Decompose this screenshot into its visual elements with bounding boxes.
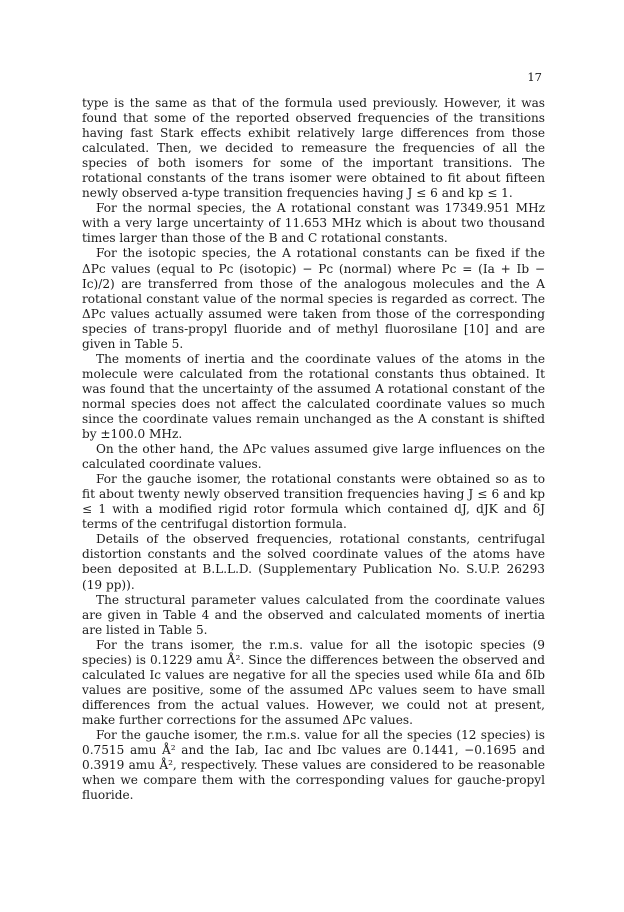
paragraph: Details of the observed frequencies, rotational constants, centrifugal distortion constants and the solved coordinate values of the atoms have been deposited at B.L.L.D. (Supplementary Publication No. S.U.P. 26293 (19 pp)).	[82, 532, 545, 592]
paragraph: For the gauche isomer, the r.m.s. value for all the species (12 species) is 0.7515 amu Å² and the Iab, Iac and Ibc values are 0.1441, −0.1695 and 0.3919 amu Å², respectively. These values are considered to be reasonable when we compare them with the corresponding values for gauche-propyl fluoride.	[82, 727, 545, 803]
paragraph: The moments of inertia and the coordinate values of the atoms in the molecule were calculated from the rotational constants thus obtained. It was found that the uncertainty of the assumed A rotational constant of the normal species does not affect the calculated coordinate values so much since the coordinate values remain unchanged as the A constant is shifted by ±100.0 MHz.	[82, 351, 545, 442]
paragraph: For the normal species, the A rotational constant was 17349.951 MHz with a very large uncertainty of 11.653 MHz which is about two thousand times larger than those of the B and C rotational constants.	[82, 201, 545, 246]
paragraph: On the other hand, the ΔPc values assumed give large influences on the calculated coordinate values.	[82, 442, 545, 472]
body-text	[82, 96, 545, 803]
paragraph: The structural parameter values calculated from the coordinate values are given in Table 4 and the observed and calculated moments of inertia are listed in Table 5.	[82, 592, 545, 637]
paragraph: For the isotopic species, the A rotational constants can be fixed if the ΔPc values (equal to Pc (isotopic) − Pc (normal) where Pc = (Ia + Ib − Ic)/2) are transferred from those of the analogous molecules and the A rotational constant value of the normal species is regarded as correct. The ΔPc values actually assumed were taken from those of the corresponding species of trans-propyl fluoride and of methyl fluorosilane [10] and are given in Table 5.	[82, 246, 545, 351]
paragraph: type is the same as that of the formula used previously. However, it was found that some of the reported observed frequencies of the transitions having fast Stark effects exhibit relatively large differences from those calculated. Then, we decided to remeasure the frequencies of all the species of both isomers for some of the important transitions. The rotational constants of the trans isomer were obtained to fit about fifteen newly observed a-type transition frequencies having J ≤ 6 and kp ≤ 1.	[82, 96, 545, 201]
paragraph: For the trans isomer, the r.m.s. value for all the isotopic species (9 species) is 0.1229 amu Å². Since the differences between the observed and calculated Ic values are negative for all the species used while δIa and δIb values are positive, some of the assumed ΔPc values seem to have small differences from the actual values. However, we could not at present, make further corrections for the assumed ΔPc values.	[82, 637, 545, 727]
page-number: 17	[527, 70, 542, 84]
paragraph: For the gauche isomer, the rotational constants were obtained so as to fit about twenty newly observed transition frequencies having J ≤ 6 and kp ≤ 1 with a modified rigid rotor formula which contained dJ, dJK and δJ terms of the centrifugal distortion formula.	[82, 472, 545, 532]
